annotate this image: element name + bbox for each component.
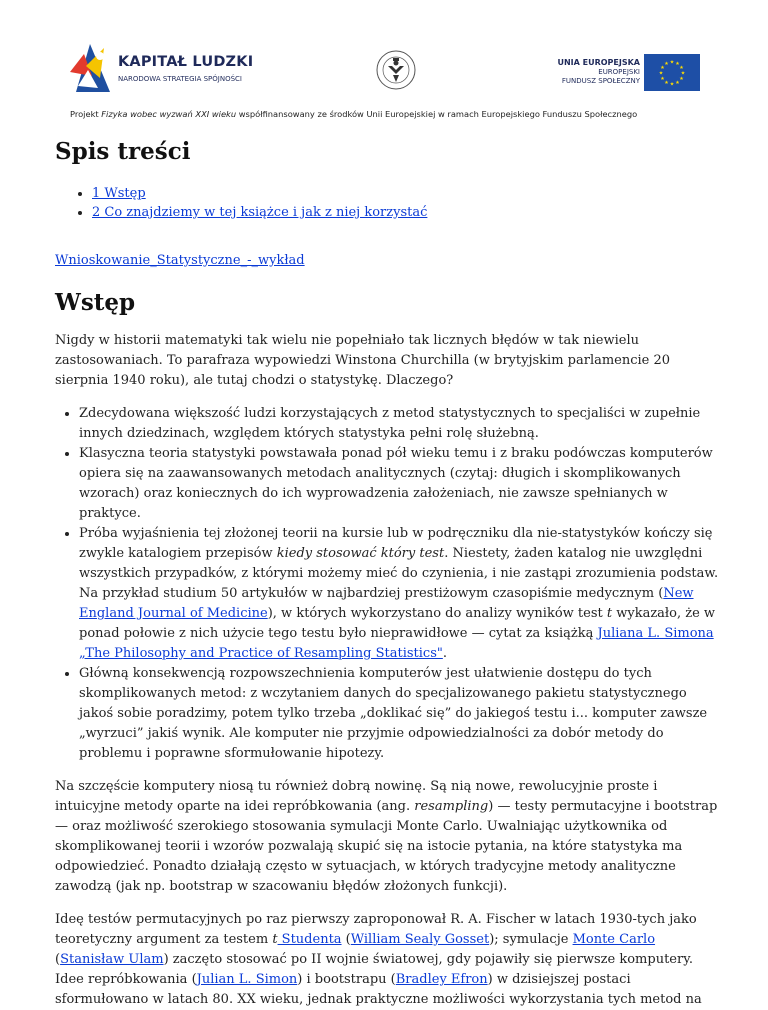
eu-star-icon: ★ xyxy=(658,70,664,77)
kapital-ludzki-subtitle: NARODOWA STRATEGIA SPÓJNOŚCI xyxy=(118,75,242,83)
eu-line-3: FUNDUSZ SPOŁECZNY xyxy=(561,77,640,85)
breadcrumb-link[interactable]: Wnioskowanie_Statystyczne_-_wykład xyxy=(55,253,305,268)
efron-link[interactable]: Bradley Efron xyxy=(395,972,488,987)
text: Próba wyjaśnienia tej złożonej teorii na kursie lub w podręczniku dla nie-statystyków kończy się zwykle katalogiem przepisów xyxy=(79,526,713,561)
paragraph-history xyxy=(55,910,720,1010)
toc-item xyxy=(92,203,720,222)
text: ) i bootstrapu ( xyxy=(297,972,396,987)
eu-star-icon: ★ xyxy=(669,81,675,88)
eu-line-1: UNIA EUROPEJSKA xyxy=(557,58,640,67)
eu-star-icon: ★ xyxy=(679,76,684,82)
eu-logo-text xyxy=(557,58,640,87)
student-link[interactable]: Studenta xyxy=(277,932,342,947)
text: ( xyxy=(55,952,61,967)
text: ( xyxy=(341,932,351,947)
eu-star-icon: ★ xyxy=(675,80,680,87)
project-suffix: współfinansowany ze środków Unii Europejskiej w ramach Europejskiego Funduszu Społecznego xyxy=(236,109,638,119)
text: . Niestety, żaden katalog nie uwzględni wszystkich przypadków, z którymi możemy mieć do czynienia, i nie zastąpi zrozumienia podstaw. Na przykład studium 50 artykułów w najbardziej prestiżowym czasopiśmie medycznym ( xyxy=(79,546,719,601)
eu-star-icon: ★ xyxy=(669,59,675,66)
toc-title: Spis treści xyxy=(55,138,191,165)
kapital-ludzki-title: KAPITAŁ LUDZKI xyxy=(118,54,254,70)
emphasis: kiedy stosować który test xyxy=(276,546,445,561)
section-title: Wstęp xyxy=(55,289,136,316)
eu-star-icon: ★ xyxy=(664,60,669,67)
nejm-link[interactable]: New England Journal of Medicine xyxy=(79,586,694,621)
eagle-seal-icon xyxy=(374,44,418,96)
text: wykazało, że w ponad połowie z nich użycie tego testu było nieprawidłowe — cytat za książką xyxy=(79,606,716,641)
text: ), w których wykorzystano do analizy wyników test xyxy=(267,606,607,621)
text: Ideę testów permutacyjnych po raz pierwszy zaproponował R. A. Fischer w latach 1930-tych jako teoretyczny argument za testem xyxy=(55,912,697,947)
project-title: Fizyka wobec wyzwań XXI wieku xyxy=(101,109,237,119)
simon-link[interactable]: Julian L. Simon xyxy=(196,972,298,987)
university-seal xyxy=(374,44,418,96)
list-item: • Zdecydowana większość ludzi korzystających z metod statystycznych to specjaliści w zupełnie innych dziedzinach, względem których statystyka pełni rolę służebną. xyxy=(79,404,720,444)
emphasis: t xyxy=(272,932,278,947)
eu-star-icon: ★ xyxy=(660,76,665,82)
text: ); symulacje xyxy=(489,932,573,947)
reasons-list xyxy=(79,404,720,764)
text: Na szczęście komputery niosą tu również dobrą nowinę. Są nią nowe, rewolucyjnie proste i intuicyjne metody oparte na idei repróbkowania (ang. xyxy=(55,779,658,814)
gosset-link[interactable]: William Sealy Gosset xyxy=(350,932,490,947)
monte-carlo-link[interactable]: Monte Carlo xyxy=(572,932,656,947)
eu-flag-icon xyxy=(644,54,700,91)
text: ) zaczęto stosować po II wojnie światowej, gdy pojawiły się pierwsze komputery. Idee repróbkowania ( xyxy=(55,952,693,987)
eu-star-icon: ★ xyxy=(680,70,686,77)
eu-star-icon: ★ xyxy=(660,65,665,71)
kapital-ludzki-logo xyxy=(70,42,254,102)
project-prefix: Projekt xyxy=(70,109,102,119)
toc-item xyxy=(92,184,720,203)
toc-link-1[interactable]: 1 Wstęp xyxy=(92,186,146,201)
paragraph-resampling xyxy=(55,777,720,897)
page-header xyxy=(0,0,768,130)
text: ) w dzisiejszej postaci sformułowano w latach 80. XX wieku, jednak praktyczne możliwości wykorzystania tych metod na xyxy=(55,972,702,1007)
list-item xyxy=(79,524,720,664)
eu-star-icon: ★ xyxy=(679,65,684,71)
ulam-link[interactable]: Stanisław Ulam xyxy=(60,952,164,967)
text: ) — testy permutacyjne i bootstrap — oraz możliwość szerokiego stosowania symulacji Monte Carlo. Uwalniając użytkownika od skomplikowanej teorii i wzorów pozwalają skupić się na istocie pytania, na które statystyka ma odpowiedzieć. Ponadto działają często w sytuacjach, w których tradycyjne metody analityczne zawodzą (jak np. bootstrap w szacowaniu błędów złożonych funkcji). xyxy=(55,799,718,894)
list-item: • Główną konsekwencją rozpowszechnienia komputerów jest ułatwienie dostępu do tych skomplikowanych metod: z wczytaniem danych do specjalizowanego pakietu statystycznego jakoś sobie poradzimy, potem tylko trzeba „doklikać się” do jakiegoś testu i... komputer zawsze „wyrzuci” jakiś wynik. Ale komputer nie przyjmie odpowiedzialności za dobór metody do problemu i poprawne sformułowanie hipotezy. xyxy=(79,664,720,764)
table-of-contents xyxy=(92,184,720,222)
intro-paragraph: Nigdy w historii matematyki tak wielu nie popełniało tak licznych błędów w tak niewielu zastosowaniach. To parafraza wypowiedzi Winstona Churchilla (w brytyjskim parlamencie 20 sierpnia 1940 roku), ale tutaj chodzi o statystykę. Dlaczego? xyxy=(55,333,671,388)
simon-book-link[interactable]: Juliana L. Simona „The Philosophy and Practice of Resampling Statistics" xyxy=(79,626,714,661)
eu-logo xyxy=(520,54,700,94)
eu-star-icon: ★ xyxy=(675,60,680,67)
text: . xyxy=(442,646,447,661)
main-content xyxy=(55,133,720,1010)
eu-star-icon: ★ xyxy=(664,80,669,87)
toc-link-2[interactable]: 2 Co znajdziemy w tej książce i jak z niej korzystać xyxy=(92,205,428,220)
eu-line-2: EUROPEJSKI xyxy=(598,67,640,76)
emphasis: resampling xyxy=(414,799,489,814)
emphasis: t xyxy=(606,606,613,621)
list-item: • Klasyczna teoria statystyki powstawała ponad pół wieku temu i z braku podówczas komputerów opiera się na zaawansowanych metodach analitycznych (czytaj: długich i skomplikowanych wzorach) oraz koniecznych do ich wyprowadzenia założeniach, nie zawsze spełnianych w praktyce. xyxy=(79,444,720,524)
kapital-ludzki-emblem-icon xyxy=(70,42,116,94)
project-funding-line xyxy=(70,109,637,119)
